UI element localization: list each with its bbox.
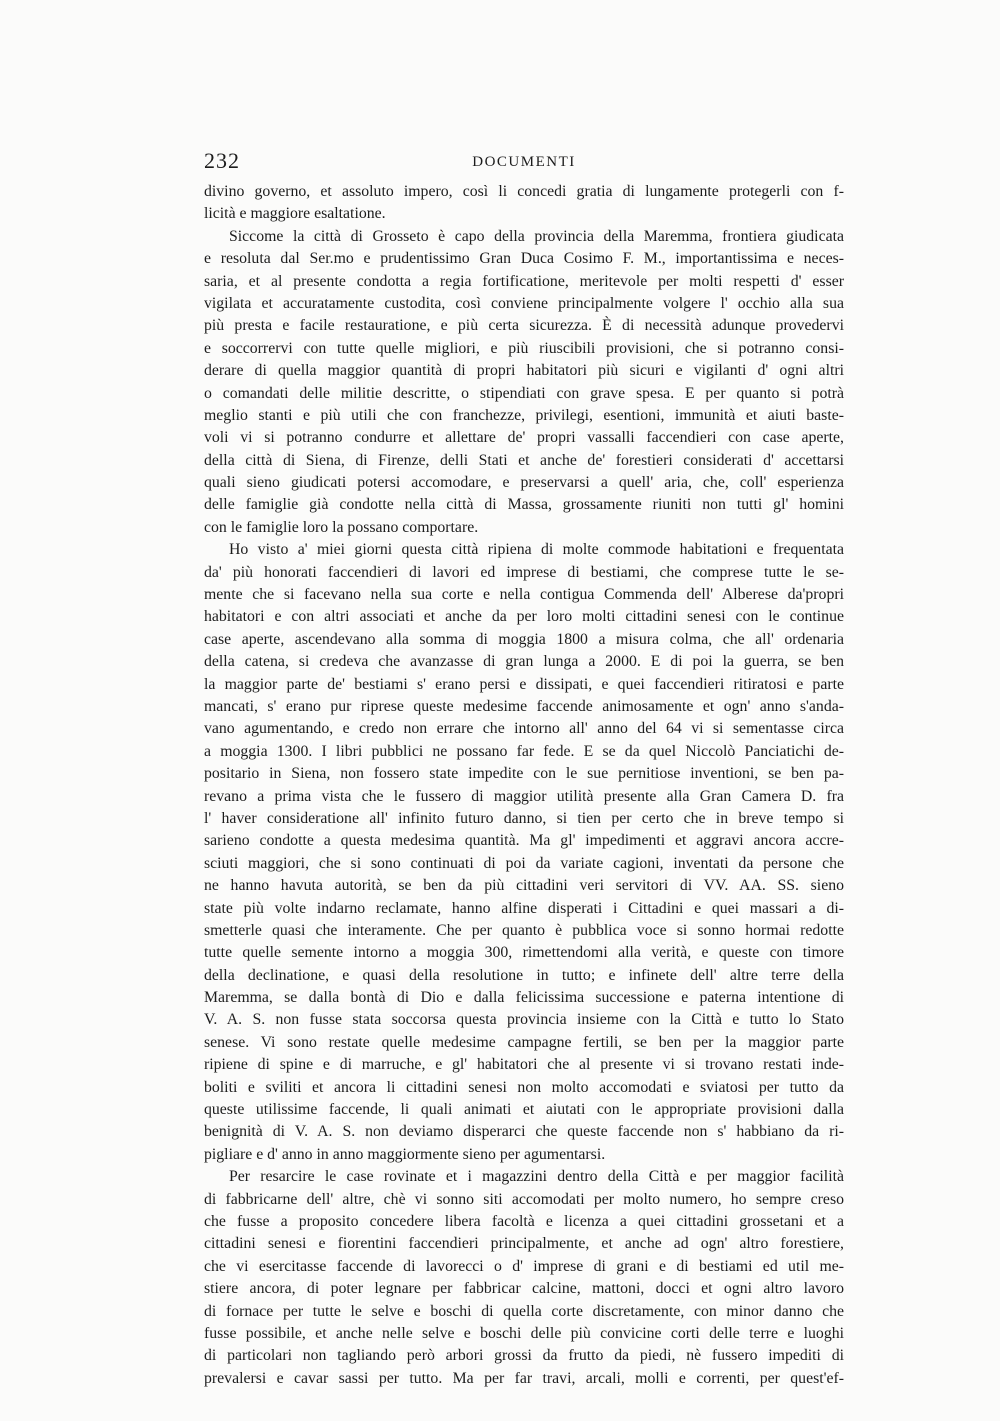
text-line: licità e maggiore esaltatione. (204, 205, 386, 223)
text-line: smetterle quasi che interamente. Che per quanto è pubblica voce si sonno hormai redotte (204, 921, 844, 939)
text-line: da' più honorati faccendieri di lavori ed imprese di bestiami, che comprese tutte le se- (204, 563, 844, 581)
text-line: di particolari non tagliando però arbori grossi da frutto da piedi, nè fussero impediti di (204, 1347, 844, 1365)
text-line: più presta e facile restauratione, e più certa sicurezza. È di necessità adunque provedervi (204, 317, 844, 335)
text-line: sciuti maggiori, che si sono continuati di poi da variate cagioni, inventati da persone che (204, 854, 844, 872)
text-line: voli vi si potranno condurre et allettare de' propri vassalli faccendieri con case aperte, (204, 429, 844, 447)
text-line: che fusse a proposito concedere libera facoltà e licenza a quei cittadini grossetani et a (204, 1212, 844, 1230)
text-line: revano a prima vista che le fussero di maggior utilità presente alla Gran Camera D. fra (204, 787, 844, 805)
text-line: delle famiglie già condotte nella città di Massa, grossamente riuniti non tutti gl' homini (204, 496, 844, 514)
text-line: saria, et al presente condotta a regia fortificatione, meritevole per molti respetti d' esser (204, 272, 844, 290)
text-line: V. A. S. non fusse stata soccorsa questa provincia insieme con la Città e tutto lo Stato (204, 1011, 844, 1029)
text-line: della declinatione, e quasi della resolutione in tutto; e infinete dell' altre terre della (204, 966, 844, 984)
text-line: habitatori e con altri associati et anche da per loro molti cittadini senesi con le continue (204, 608, 844, 626)
text-line: case aperte, ascendevano alla somma di moggia 1800 a misura colma, che all' ordenaria (204, 630, 844, 648)
text-line: positario in Siena, non fossero state impedite con le sue pernitiose inventioni, se ben pa- (204, 765, 844, 783)
text-line: l' haver consideratione all' infinito futuro danno, si tien per certo che in breve tempo si (204, 809, 844, 827)
text-line: boliti e sviliti et ancora li cittadini senesi non molto accomodati e sviatosi per tutto da (204, 1078, 844, 1096)
text-line: queste utilissime faccende, li quali animati et aiutati con le appropriate provisioni dalla (204, 1101, 844, 1119)
text-line: con le famiglie loro la possano comportare. (204, 518, 479, 536)
page-number: 232 (204, 148, 240, 173)
text-line: divino governo, et assoluto impero, così li concedi gratia di lungamente protegerli con f- (204, 183, 844, 200)
text-line: mente che si facevano nella sua corte e nella contigua Commenda dell' Alberese da'propri (204, 586, 844, 604)
text-line: benignità di V. A. S. non deviamo disperarci che queste faccende non s' habbiano da ri- (204, 1123, 844, 1141)
paragraph (204, 1166, 844, 1390)
text-line: tutte quelle semente intorno a moggia 300, rimettendomi alla verità, e queste con timore (204, 944, 844, 962)
page-header (204, 148, 844, 178)
text-line: o comandati delle militie descritte, o stipendiati con grave spesa. E per quanto si potrà (204, 384, 844, 402)
text-line: cittadini senesi e fiorentini faccendieri principalmente, et anche ad ogn' altro forestiere, (204, 1235, 844, 1253)
text-line: pigliare e d' anno in anno maggiormente sieno per agumentarsi. (204, 1145, 606, 1163)
text-line: prevalersi e cavar sassi per tutto. Ma per far travi, arcali, molli e correnti, per quest'ef- (204, 1369, 844, 1387)
text-line: di fornace per tutte le selve e boschi di quella corte discretamente, con minor danno che (204, 1302, 844, 1320)
text-line: mancati, s' erano pur riprese queste medesime faccende animosamente et ogn' anno s'anda- (204, 697, 844, 715)
text-line: derare di quella maggior quantità di propri habitatori più sicuri e vigilanti d' ogni altri (204, 362, 844, 380)
text-line: fusse possibile, et anche nelle selve e boschi delle più convicine corti delle terre e luoghi (204, 1324, 844, 1342)
text-line: state più volte indarno reclamate, hanno alfine disperati i Cittadini e quei massari a di- (204, 899, 844, 917)
text-line: stiere ancora, di poter legnare per fabbricar calcine, mattoni, docci et ogni altro lavoro (204, 1280, 844, 1298)
text-line: quali sieno giudicati potersi accomodare, e preservarsi a quell' aria, che, coll' esperienza (204, 474, 844, 492)
text-line: ripiene di spine e di marruche, e gl' habitatori che al presente vi si trovano restati inde- (204, 1056, 844, 1074)
text-line: a moggia 1300. I libri pubblici ne possano far fede. E se da quel Niccolò Panciatichi de- (204, 742, 844, 760)
text-line: che vi esercitasse faccende di lavorecci o d' imprese di grani e di bestiami ed util me- (204, 1257, 844, 1275)
text-line: della catena, si credeva che avanzasse di gran lunga a 2000. E di poi la guerra, se ben (204, 653, 844, 671)
text-line: ne hanno havuta autorità, se ben da più cittadini veri servitori di VV. AA. SS. sieno (204, 877, 844, 895)
paragraph (204, 539, 844, 1166)
running-title: DOCUMENTI (472, 154, 576, 170)
body-text (204, 181, 844, 1390)
text-line: sarieno condotte a questa medesima quantità. Ma gl' impedimenti et aggravi ancora accre- (204, 832, 844, 850)
paragraph (204, 226, 844, 539)
text-line: Ho visto a' miei giorni questa città ripiena di molte commode habitationi e frequentata (229, 541, 844, 559)
text-line: di fabbricarne dell' altre, chè vi sonno siti accomodati per molto numero, ho sempre creso (204, 1190, 844, 1208)
text-line: vano agumentando, e credo non errare che intorno all' anno del 64 vi si sementasse circa (204, 720, 844, 738)
text-line: meglio stanti e più utili che con franchezze, privilegi, esentioni, immunità et aiuti baste- (204, 406, 844, 424)
text-line: e resoluta dal Ser.mo e prudentissimo Gran Duca Cosimo F. M., importantissima e neces- (204, 250, 844, 268)
text-line: senese. Vi sono restate quelle medesime campagne fertili, se ben per la maggior parte (204, 1033, 844, 1051)
text-line: Maremma, se dalla bontà di Dio e dalla felicissima successione e paterna intentione di (204, 989, 844, 1007)
paragraph (204, 181, 844, 226)
text-line: e soccorrervi con tutte quelle migliori, e più riuscibili provisioni, che si potranno consi- (204, 339, 844, 357)
text-line: della città di Siena, di Firenze, delli Stati et anche de' forestieri considerati d' accettarsi (204, 451, 844, 469)
text-line: vigilata et accuratamente custodita, così conviene principalmente volgere l' occhio alla sua (204, 294, 844, 312)
text-line: la maggior parte de' bestiami s' erano persi e dissipati, e quei faccendieri ritiratosi e parte (204, 675, 844, 693)
text-line: Per resarcire le case rovinate et i magazzini dentro della Città e per maggior facilità (229, 1168, 844, 1186)
text-line: Siccome la città di Grosseto è capo della provincia della Maremma, frontiera giudicata (229, 227, 844, 245)
